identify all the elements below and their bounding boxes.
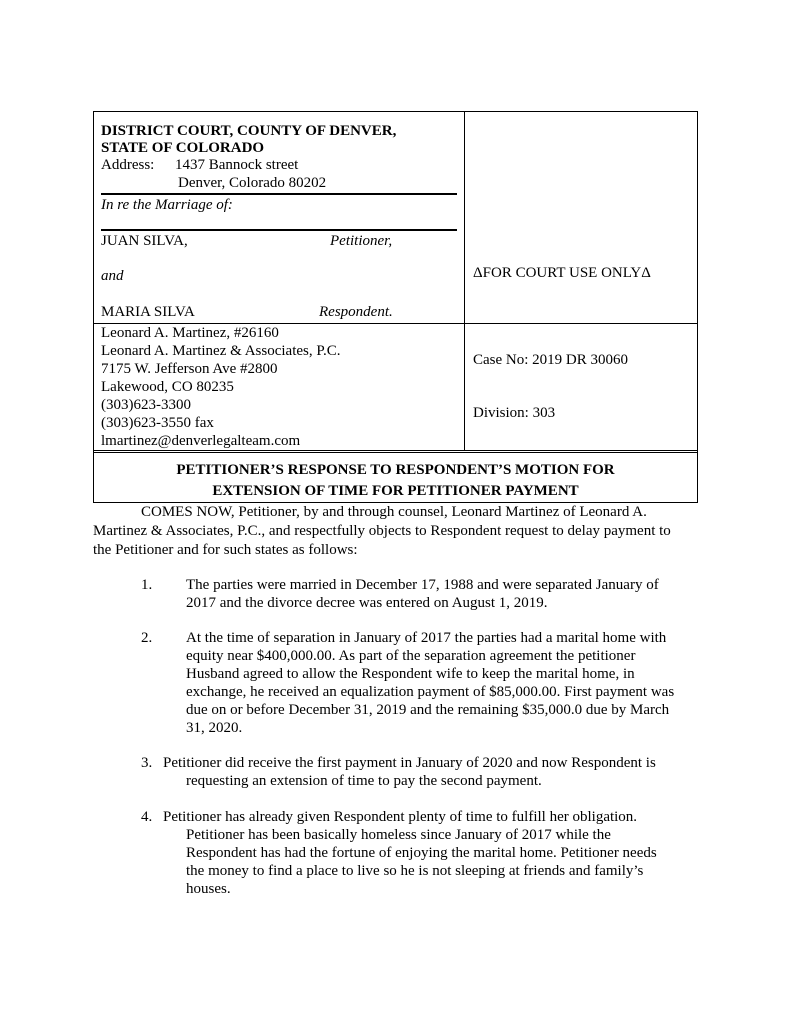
attorney-line: 7175 W. Jefferson Ave #2800	[101, 361, 278, 377]
attorney-line: (303)623-3550 fax	[101, 415, 214, 431]
item-line: the money to find a place to live so he is not sleeping at friends and family’s	[186, 863, 644, 879]
attorney-line: Lakewood, CO 80235	[101, 379, 234, 395]
item-line: exchange, he received an equalization payment of $85,000.00. First payment was	[186, 684, 675, 700]
address-line1: 1437 Bannock street	[175, 157, 299, 173]
item-number: 1.	[141, 577, 153, 593]
court-name-line2: STATE OF COLORADO	[101, 140, 265, 156]
petitioner-name: JUAN SILVA,	[101, 233, 188, 249]
address-rule	[101, 193, 457, 195]
item-line: At the time of separation in January of 2017 the parties had a marital home with	[186, 630, 667, 646]
item-line: Husband agreed to allow the Respondent wife to keep the marital home, in	[186, 666, 635, 682]
item-line: 2017 and the divorce decree was entered on August 1, 2019.	[186, 595, 548, 611]
item-number: 2.	[141, 630, 153, 646]
item-line: due on or before December 31, 2019 and the remaining $35,000.0 due by March	[186, 702, 670, 718]
in-re-rule	[101, 229, 457, 231]
division: Division: 303	[473, 405, 556, 421]
and-text: and	[101, 268, 124, 284]
petitioner-role: Petitioner,	[330, 233, 393, 249]
intro-line: the Petitioner and for such states as follows:	[93, 542, 358, 558]
item-line: The parties were married in December 17, 1988 and were separated January of	[186, 577, 659, 593]
attorney-line: Leonard A. Martinez & Associates, P.C.	[101, 343, 341, 359]
attorney-line: Leonard A. Martinez, #26160	[101, 325, 279, 341]
in-re-marriage: In re the Marriage of:	[101, 197, 233, 213]
caption-divider-vertical	[464, 112, 465, 450]
item-line: Respondent has had the fortune of enjoying the marital home. Petitioner needs	[186, 845, 657, 861]
item-line: Petitioner did receive the first payment in January of 2020 and now Respondent is	[163, 755, 656, 771]
intro-line: COMES NOW, Petitioner, by and through counsel, Leonard Martinez of Leonard A.	[141, 504, 647, 520]
item-line: Petitioner has already given Respondent plenty of time to fulfill her obligation.	[163, 809, 638, 825]
item-number: 3.	[141, 755, 153, 771]
attorney-line: (303)623-3300	[101, 397, 191, 413]
item-line: 31, 2020.	[186, 720, 243, 736]
court-name-line1: DISTRICT COURT, COUNTY OF DENVER,	[101, 123, 397, 139]
caption-divider-bottom	[94, 450, 697, 453]
document-title-line2: EXTENSION OF TIME FOR PETITIONER PAYMENT	[212, 483, 579, 499]
respondent-name: MARIA SILVA	[101, 304, 195, 320]
address-line2: Denver, Colorado 80202	[178, 175, 327, 191]
item-line: houses.	[186, 881, 231, 897]
case-number: Case No: 2019 DR 30060	[473, 352, 628, 368]
item-number: 4.	[141, 809, 153, 825]
respondent-role: Respondent.	[319, 304, 393, 320]
intro-line: Martinez & Associates, P.C., and respectfully objects to Respondent request to delay payment to	[93, 523, 671, 539]
item-line: Petitioner has been basically homeless since January of 2017 while the	[186, 827, 611, 843]
document-title-line1: PETITIONER’S RESPONSE TO RESPONDENT’S MOTION FOR	[176, 462, 615, 478]
item-line: equity near $400,000.00. As part of the separation agreement the petitioner	[186, 648, 636, 664]
item-line: requesting an extension of time to pay the second payment.	[186, 773, 542, 789]
court-use-only: ΔFOR COURT USE ONLYΔ	[473, 265, 651, 281]
case-caption	[93, 111, 698, 503]
attorney-email: lmartinez@denverlegalteam.com	[101, 433, 301, 449]
address-label: Address:	[101, 157, 155, 173]
